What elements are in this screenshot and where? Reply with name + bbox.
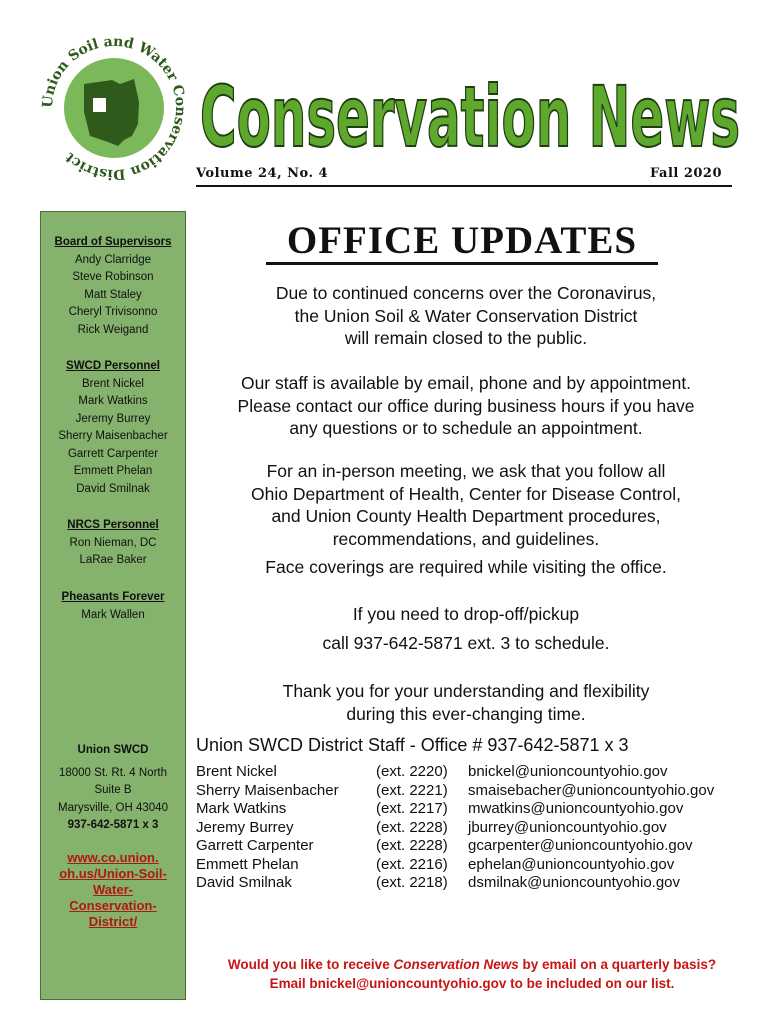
board-member: Matt Staley: [84, 288, 142, 301]
staff-email[interactable]: ephelan@unioncountyohio.gov: [468, 855, 675, 873]
closure-paragraph: [196, 282, 736, 350]
table-row: [196, 800, 714, 819]
text-line: the Union Soil & Water Conservation District: [294, 305, 638, 326]
swcd-member: Sherry Maisenbacher: [58, 430, 168, 442]
office-name: Union SWCD: [77, 744, 149, 756]
promo-line: [196, 955, 748, 974]
staff-email[interactable]: jburrey@unioncountyohio.gov: [468, 818, 667, 836]
table-row: [196, 763, 714, 782]
text-line: For an in-person meeting, we ask that you follow all: [266, 461, 666, 481]
staff-ext: (ext. 2228): [376, 837, 448, 854]
address-line: Marysville, OH 43040: [58, 801, 168, 814]
dropoff-paragraph: [196, 600, 736, 658]
table-row: [196, 782, 714, 801]
staff-ext: (ext. 2220): [376, 763, 448, 780]
staff-email[interactable]: smaisebacher@unioncountyohio.gov: [468, 781, 715, 799]
staff-name: Jeremy Burrey: [196, 818, 294, 836]
address-line: Suite B: [94, 784, 132, 796]
staff-name: Mark Watkins: [196, 800, 287, 817]
pf-member: Mark Wallen: [81, 608, 145, 621]
board-member: Cheryl Trivisonno: [68, 306, 158, 318]
nrcs-member: Ron Nieman, DC: [69, 536, 157, 549]
thank-you-paragraph: [196, 680, 736, 725]
face-covering-notice: Face coverings are required while visiting the office.: [265, 557, 667, 577]
staff-ext: (ext. 2217): [376, 800, 448, 817]
board-section: [41, 234, 185, 339]
website-link-line[interactable]: Conservation-: [69, 898, 157, 913]
text-line: will remain closed to the public.: [344, 328, 588, 348]
staff-name: Garrett Carpenter: [196, 837, 314, 854]
text-line: Due to continued concerns over the Coronavirus,: [275, 283, 657, 303]
text-line: Please contact our office during business hours if you have: [237, 395, 695, 416]
promo-publication: Conservation News: [393, 957, 519, 972]
swcd-member: Emmett Phelan: [73, 465, 153, 477]
staff-ext: (ext. 2218): [376, 874, 448, 891]
board-member: Rick Weigand: [77, 323, 149, 336]
staff-name: Emmett Phelan: [196, 855, 299, 873]
swcd-member: Brent Nickel: [82, 377, 144, 390]
table-row: [196, 837, 714, 856]
text-line: call 937-642-5871 ext. 3 to schedule.: [322, 633, 610, 653]
text-line: Thank you for your understanding and flexibility: [282, 681, 650, 701]
page-title: OFFICE UPDATES: [286, 219, 638, 262]
office-address: [41, 742, 185, 835]
website-link-line[interactable]: Water-: [93, 882, 133, 897]
nrcs-section: [41, 517, 185, 570]
swcd-section: [41, 358, 185, 498]
address-line: 18000 St. Rt. 4 North: [58, 766, 168, 779]
swcd-heading: SWCD Personnel: [66, 360, 160, 372]
staff-name: David Smilnak: [196, 874, 292, 891]
title-underline: [266, 262, 658, 265]
staff-email[interactable]: mwatkins@unioncountyohio.gov: [468, 800, 684, 817]
swcd-member: Garrett Carpenter: [67, 447, 159, 460]
website-link[interactable]: [41, 850, 185, 930]
staff-ext: (ext. 2216): [376, 855, 448, 873]
staff-name: Sherry Maisenbacher: [196, 781, 339, 799]
promo-suffix: by email on a quarterly basis?: [518, 957, 717, 972]
text-line: If you need to drop-off/pickup: [352, 604, 580, 624]
masthead-title: Conservation News: [200, 68, 740, 166]
district-logo: [38, 32, 190, 184]
staff-email[interactable]: dsmilnak@unioncountyohio.gov: [468, 874, 681, 891]
text-line: Our staff is available by email, phone and by appointment.: [240, 373, 692, 393]
staff-name: Brent Nickel: [196, 763, 277, 780]
website-link-line[interactable]: District/: [88, 914, 138, 929]
board-member: Steve Robinson: [72, 271, 154, 283]
table-row: [196, 819, 714, 838]
table-row: [196, 856, 714, 875]
masthead: [196, 18, 744, 168]
email-subscription-promo: [196, 955, 748, 993]
board-heading: Board of Supervisors: [54, 236, 172, 248]
nrcs-heading: NRCS Personnel: [67, 519, 159, 531]
volume-number: Volume 24, No. 4: [196, 166, 329, 181]
staff-email[interactable]: gcarpenter@unioncountyohio.gov: [468, 837, 693, 854]
ohio-map-icon: [84, 79, 139, 146]
swcd-member: Mark Watkins: [78, 395, 148, 407]
issue-season: Fall 2020: [650, 166, 723, 181]
pf-section: [41, 589, 185, 624]
promo-prefix: Would you like to receive: [227, 957, 394, 972]
staff-email[interactable]: bnickel@unioncountyohio.gov: [468, 763, 668, 780]
board-member: Andy Clarridge: [74, 253, 152, 266]
staff-ext: (ext. 2228): [376, 818, 448, 836]
text-line: Ohio Department of Health, Center for Disease Control,: [251, 483, 681, 504]
pf-heading: Pheasants Forever: [61, 591, 165, 603]
swcd-member: Jeremy Burrey: [75, 412, 151, 425]
staff-heading: Union SWCD District Staff - Office # 937-642-5871 x 3: [196, 735, 629, 755]
text-line: and Union County Health Department procedures,: [271, 506, 661, 526]
union-county-icon: [93, 98, 106, 112]
masthead-rule: [196, 185, 732, 187]
logo-ring-text: Union Soil and Water Conservation District: [39, 33, 189, 183]
website-link-line[interactable]: oh.us/Union-Soil-: [59, 866, 167, 881]
staff-directory: [196, 763, 714, 893]
table-row: [196, 874, 714, 893]
nrcs-member: LaRae Baker: [79, 554, 147, 566]
swcd-member: David Smilnak: [76, 482, 150, 495]
availability-paragraph: [196, 372, 736, 440]
text-line: during this ever-changing time.: [346, 703, 586, 724]
staff-ext: (ext. 2221): [376, 781, 448, 799]
sidebar: [40, 211, 186, 1000]
text-line: any questions or to schedule an appointment.: [289, 418, 643, 438]
meeting-paragraph: [196, 460, 736, 550]
text-line: recommendations, and guidelines.: [332, 528, 600, 549]
office-phone: 937-642-5871 x 3: [67, 819, 159, 831]
promo-email-line[interactable]: Email bnickel@unioncountyohio.gov to be included on our list.: [269, 976, 675, 991]
website-link-line[interactable]: www.co.union.: [67, 850, 159, 865]
